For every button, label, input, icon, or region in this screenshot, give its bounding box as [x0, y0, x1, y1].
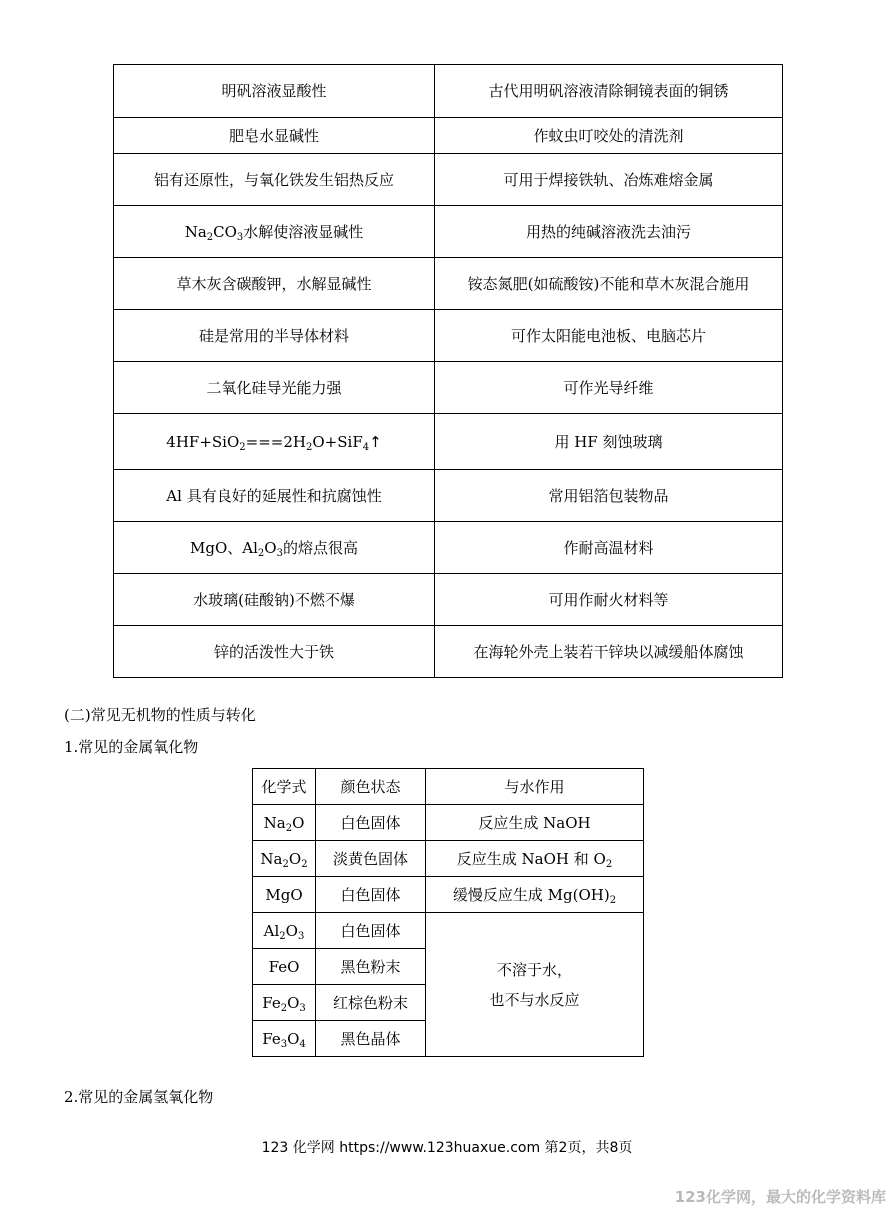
property-cell: 草木灰含碳酸钾，水解显碱性 — [114, 258, 435, 310]
formula-cell: $Fe_3O_4$ — [253, 1021, 316, 1057]
table-row — [253, 805, 644, 841]
property-cell: 肥皂水显碱性 — [114, 118, 435, 154]
section-heading: (二)常见无机物的性质与转化 — [64, 706, 256, 724]
use-cell: 可用作耐火材料等 — [435, 574, 783, 626]
formula-cell: MgO — [253, 877, 316, 913]
table-row — [114, 65, 783, 118]
table-row — [114, 626, 783, 678]
subheading-metal-oxides: 1.常见的金属氧化物 — [64, 738, 199, 756]
table-header-row — [253, 769, 644, 805]
table-row — [114, 362, 783, 414]
use-cell: 在海轮外壳上装若干锌块以减缓船体腐蚀 — [435, 626, 783, 678]
property-cell: 硅是常用的半导体材料 — [114, 310, 435, 362]
color-state-cell: 白色固体 — [316, 805, 426, 841]
table-row — [114, 258, 783, 310]
formula-cell: $Na_2O_2$ — [253, 841, 316, 877]
use-cell: 用热的纯碱溶液洗去油污 — [435, 206, 783, 258]
color-state-cell: 白色固体 — [316, 877, 426, 913]
table-row — [114, 154, 783, 206]
table-row — [253, 877, 644, 913]
column-header: 与水作用 — [426, 769, 644, 805]
equation-cell: $4HF+SiO_2===2H_2O+SiF_4↑$ — [114, 414, 435, 470]
use-cell: 作耐高温材料 — [435, 522, 783, 574]
use-cell: 可作光导纤维 — [435, 362, 783, 414]
formula-cell: $Al_2O_3$ — [253, 913, 316, 949]
water-reaction-merged-cell — [426, 913, 644, 1057]
property-cell: 水玻璃(硅酸钠)不燃不爆 — [114, 574, 435, 626]
property-cell: 锌的活泼性大于铁 — [114, 626, 435, 678]
property-cell: $Na_2CO_3$水解使溶液显碱性 — [114, 206, 435, 258]
use-cell: 古代用明矾溶液清除铜镜表面的铜锈 — [435, 65, 783, 118]
color-state-cell: 黑色晶体 — [316, 1021, 426, 1057]
use-cell: 常用铝箔包装物品 — [435, 470, 783, 522]
water-reaction-line: 也不与水反应 — [489, 990, 580, 1009]
metal-oxides-table — [252, 768, 644, 1057]
table-row — [114, 118, 783, 154]
property-cell: 铝有还原性，与氧化铁发生铝热反应 — [114, 154, 435, 206]
water-reaction-line: 不溶于水， — [496, 960, 572, 979]
table-row — [114, 206, 783, 258]
color-state-cell: 红棕色粉末 — [316, 985, 426, 1021]
color-state-cell: 淡黄色固体 — [316, 841, 426, 877]
water-reaction-cell: 反应生成 NaOH — [426, 805, 644, 841]
property-cell: MgO、$Al_2O_3$的熔点很高 — [114, 522, 435, 574]
up-arrow-icon: ↑ — [369, 432, 382, 451]
use-cell: 可作太阳能电池板、电脑芯片 — [435, 310, 783, 362]
table-row — [114, 310, 783, 362]
formula-cell: $Fe_2O_3$ — [253, 985, 316, 1021]
water-reaction-cell: 反应生成 NaOH 和 $O_2$ — [426, 841, 644, 877]
formula-cell: FeO — [253, 949, 316, 985]
use-cell: 用 HF 刻蚀玻璃 — [435, 414, 783, 470]
formula-cell: $Na_2O$ — [253, 805, 316, 841]
property-cell: Al 具有良好的延展性和抗腐蚀性 — [114, 470, 435, 522]
use-cell: 可用于焊接铁轨、冶炼难熔金属 — [435, 154, 783, 206]
use-cell: 作蚊虫叮咬处的清洗剂 — [435, 118, 783, 154]
table-row — [253, 841, 644, 877]
property-cell: 二氧化硅导光能力强 — [114, 362, 435, 414]
property-cell: 明矾溶液显酸性 — [114, 65, 435, 118]
table-row — [114, 470, 783, 522]
water-reaction-cell: 缓慢反应生成 $Mg(OH)_2$ — [426, 877, 644, 913]
column-header: 颜色状态 — [316, 769, 426, 805]
properties-uses-table — [113, 64, 783, 678]
table-row — [114, 414, 783, 470]
color-state-cell: 黑色粉末 — [316, 949, 426, 985]
column-header: 化学式 — [253, 769, 316, 805]
color-state-cell: 白色固体 — [316, 913, 426, 949]
table-row — [253, 913, 644, 949]
watermark: 123化学网，最大的化学资料库 — [674, 1188, 886, 1206]
table-row — [114, 574, 783, 626]
use-cell: 铵态氮肥(如硫酸铵)不能和草木灰混合施用 — [435, 258, 783, 310]
page-footer: 123 化学网 https://www.123huaxue.com 第2页，共8页 — [261, 1140, 633, 1156]
table-row — [114, 522, 783, 574]
subheading-metal-hydroxides: 2.常见的金属氢氧化物 — [64, 1088, 214, 1106]
